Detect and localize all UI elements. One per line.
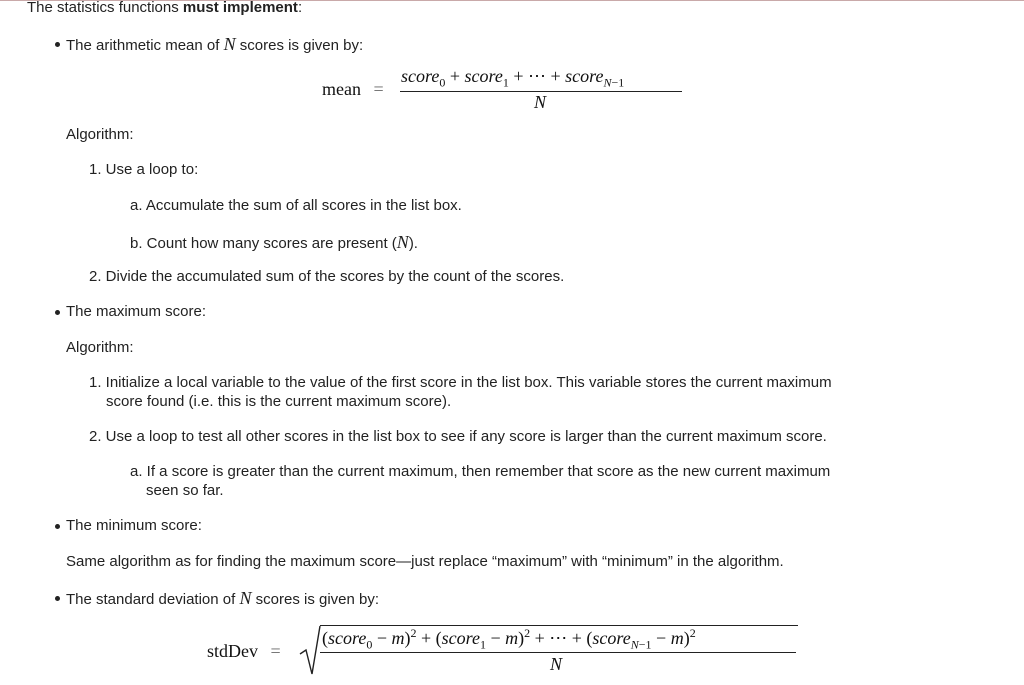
bullet-max	[55, 310, 60, 315]
min-text: Same algorithm as for finding the maximum score—just replace “maximum” with “minimum” in the algorithm.	[66, 553, 784, 570]
mean-step-1b-pre: b. Count how many scores are present (	[130, 235, 397, 252]
max-algorithm-label: Algorithm:	[66, 339, 134, 356]
max-step-2: 2. Use a loop to test all other scores in the list box to see if any score is larger than the current maximum score.	[89, 428, 827, 445]
mean-lead	[66, 34, 363, 55]
intro-bold: must implement	[182, 0, 298, 16]
max-lead: The maximum score:	[66, 303, 207, 320]
mean-step-1b	[130, 232, 418, 253]
mean-lead-text: The arithmetic mean of	[66, 37, 224, 54]
mean-step-1: 1. Use a loop to:	[89, 161, 199, 178]
bullet-stddev	[55, 596, 60, 601]
stddev-lead-text: The standard deviation of	[66, 591, 240, 608]
max-step-2a-line1: a. If a score is greater than the current maximum, then remember that score as the new current maximum	[130, 463, 831, 480]
stddev-fraction-bar	[320, 652, 796, 653]
mean-step-1a: a. Accumulate the sum of all scores in the list box.	[130, 197, 462, 214]
stddev-lhs-text: stdDev	[207, 641, 258, 661]
intro-text	[27, 0, 302, 16]
mean-step-1b-var: N	[396, 232, 409, 252]
max-step-2a-line2: seen so far.	[146, 482, 224, 499]
mean-lhs-text: mean	[322, 79, 361, 99]
mean-formula-denominator: N	[534, 92, 547, 112]
mean-lead-tail: scores is given by:	[235, 37, 364, 54]
bullet-min	[55, 524, 60, 529]
mean-formula-numerator: score$_0$ + score$_1$ + ⋯ + score$_{N-1}$	[401, 66, 625, 90]
mean-formula-lhs: mean =	[322, 79, 384, 99]
intro-suffix: :	[297, 0, 303, 16]
max-step-1-line2: score found (i.e. this is the current maximum score).	[106, 393, 452, 410]
mean-var-n: N	[223, 34, 236, 54]
stddev-var-n: N	[239, 588, 252, 608]
bullet-mean	[55, 42, 60, 47]
stddev-formula-lhs: stdDev =	[207, 641, 281, 661]
stddev-lead	[66, 588, 379, 609]
stddev-formula-numerator: (score$_0$ − m)$^2$ + (score$_1$ − m)$^2$ + ⋯ + (score$_{N-1}$ − m)$^2$	[322, 626, 696, 652]
intro-prefix: The statistics functions	[27, 0, 183, 16]
stddev-formula-denominator: N	[550, 654, 563, 674]
mean-algorithm-label: Algorithm:	[66, 126, 134, 143]
stddev-lead-tail: scores is given by:	[251, 591, 380, 608]
sqrt-sign-icon	[298, 624, 322, 678]
max-step-1-line1: 1. Initialize a local variable to the value of the first score in the list box. This variable stores the current maximum	[89, 374, 832, 391]
mean-step-2: 2. Divide the accumulated sum of the scores by the count of the scores.	[89, 268, 565, 285]
mean-step-1b-post: ).	[408, 235, 418, 252]
min-lead: The minimum score:	[66, 517, 202, 534]
